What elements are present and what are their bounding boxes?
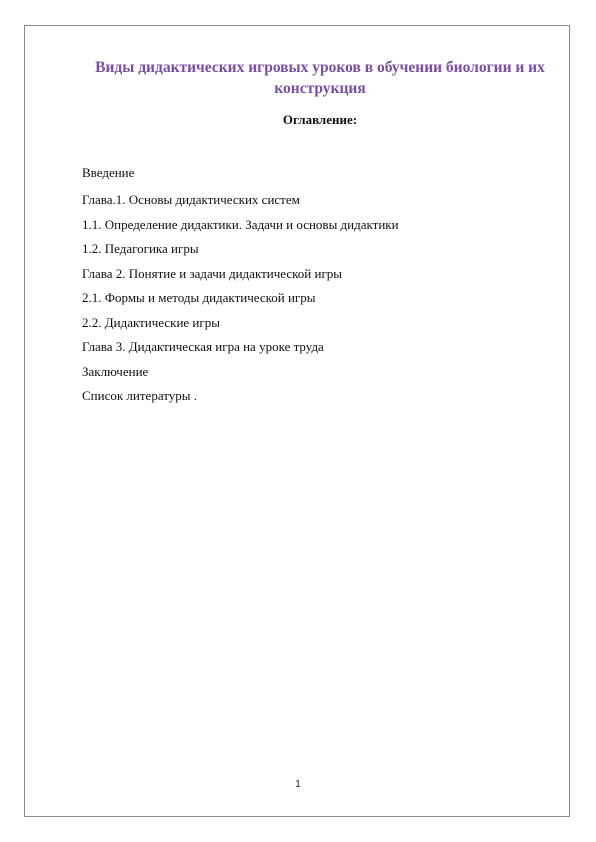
- page-number: 1: [295, 779, 301, 790]
- toc-item-section-1-2: 1.2. Педагогика игры: [82, 241, 199, 256]
- toc-item-section-1-1: 1.1. Определение дидактики. Задачи и основы дидактики: [82, 216, 399, 232]
- toc-item-references: Список литературы .: [82, 388, 197, 403]
- toc-item-section-2-1: 2.1. Формы и методы дидактической игры: [82, 290, 316, 305]
- toc-item-chapter-1: Глава.1. Основы дидактических систем: [82, 192, 300, 207]
- toc-item-chapter-2: Глава 2. Понятие и задачи дидактической игры: [82, 265, 343, 281]
- document-title: Виды дидактических игровых уроков в обучении биологии и их конструкция: [95, 59, 545, 97]
- page-border: [24, 25, 570, 817]
- toc-item-chapter-3: Глава 3. Дидактическая игра на уроке труда: [82, 339, 324, 354]
- toc-heading: Оглавление:: [282, 112, 358, 127]
- toc-item-conclusion: Заключение: [82, 363, 149, 379]
- table-of-contents: [82, 164, 399, 412]
- toc-item-introduction: Введение: [82, 165, 135, 180]
- toc-item-section-2-2: 2.2. Дидактические игры: [82, 314, 220, 330]
